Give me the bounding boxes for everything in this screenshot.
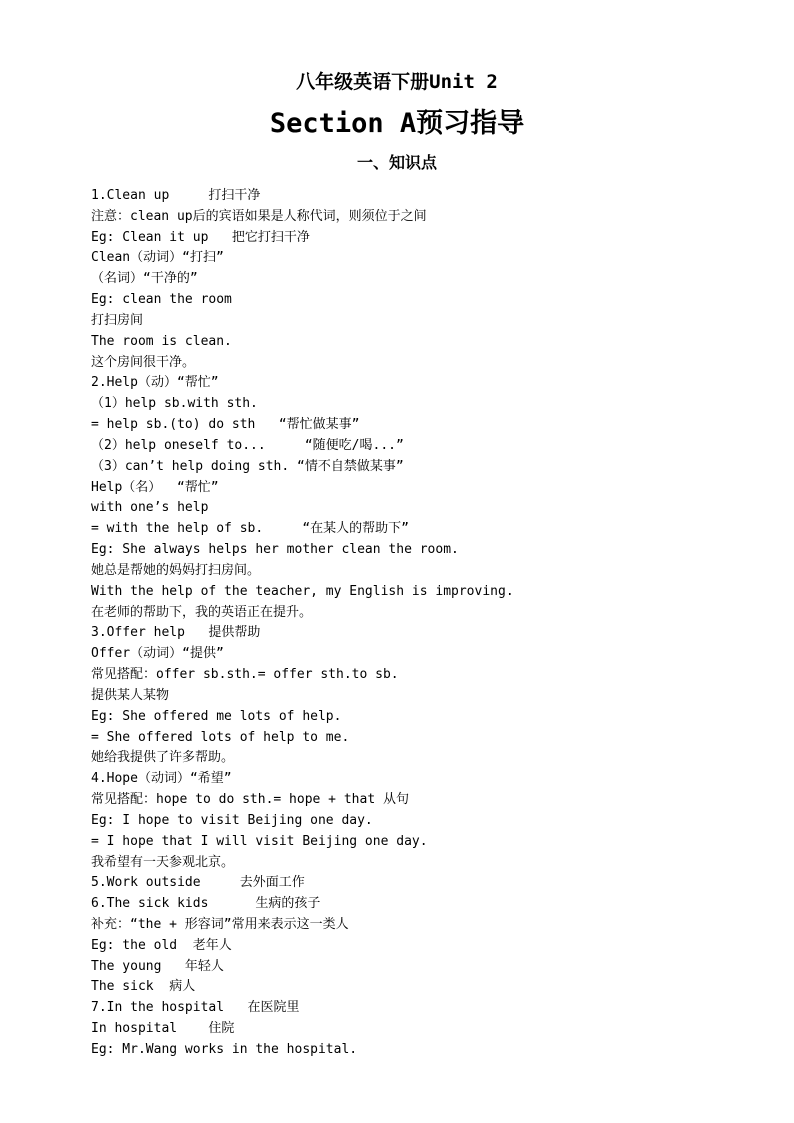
line-item: Eg: the old 老年人: [91, 937, 232, 953]
line-item: 6.The sick kids 生病的孩子: [91, 896, 321, 912]
line-item: 这个房间很干净。: [91, 354, 196, 370]
line-item: 5.Work outside 去外面工作: [91, 875, 305, 891]
line-item: with one’s help: [91, 500, 209, 516]
line-item: Eg: I hope to visit Beijing one day.: [91, 812, 373, 828]
line-item: In hospital 住院: [91, 1021, 235, 1037]
line-item: Eg: She always helps her mother clean the room.: [91, 542, 459, 558]
line-item: The sick 病人: [91, 979, 196, 995]
line-item: （名词）“干净的”: [91, 271, 198, 287]
section-heading: 一、知识点: [356, 153, 437, 172]
line-item: Eg: Clean it up 把它打扫干净: [91, 229, 310, 245]
line-item: With the help of the teacher, my English is improving.: [91, 583, 514, 599]
line-item: Clean（动词）“打扫”: [91, 250, 224, 266]
line-item: 注意：clean up后的宾语如果是人称代词，则须位于之间: [91, 208, 427, 224]
line-item: 提供某人某物: [91, 687, 170, 703]
line-item: 3.Offer help 提供帮助: [91, 625, 261, 641]
line-item: 2.Help（动）“帮忙”: [91, 375, 219, 391]
line-item: 打扫房间: [91, 312, 144, 328]
line-item: The young 年轻人: [91, 958, 224, 974]
knowledge-points-list: [91, 186, 751, 1061]
line-item: = She offered lots of help to me.: [91, 729, 350, 745]
line-item: = I hope that I will visit Beijing one day.: [91, 833, 428, 849]
line-item: 补充：“the + 形容词”常用来表示这一类人: [91, 916, 349, 932]
line-item: 常见搭配：offer sb.sth.= offer sth.to sb.: [91, 667, 399, 683]
line-item: （3）can’t help doing sth. “情不自禁做某事”: [91, 458, 404, 474]
line-item: 她总是帮她的妈妈打扫房间。: [91, 562, 261, 578]
line-item: （1）help sb.with sth.: [91, 396, 258, 412]
line-item: Help（名） “帮忙”: [91, 479, 219, 495]
line-item: 1.Clean up 打扫干净: [91, 188, 261, 203]
line-item: 我希望有一天参观北京。: [91, 854, 235, 870]
line-item: = with the help of sb. “在某人的帮助下”: [91, 521, 409, 537]
line-item: Eg: clean the room: [91, 292, 232, 308]
section-title: Section A预习指导: [269, 108, 525, 139]
line-item: Eg: Mr.Wang works in the hospital.: [91, 1041, 358, 1057]
line-item: The room is clean.: [91, 333, 232, 349]
line-item: 她给我提供了许多帮助。: [91, 750, 235, 766]
line-item: 在老师的帮助下，我的英语正在提升。: [91, 604, 313, 620]
document-title: 八年级英语下册Unit 2: [296, 71, 498, 93]
line-item: （2）help oneself to... “随便吃/喝...”: [91, 437, 404, 453]
line-item: Offer（动词）“提供”: [91, 646, 224, 662]
line-item: Eg: She offered me lots of help.: [91, 708, 342, 724]
line-item: 常见搭配：hope to do sth.= hope + that 从句: [91, 792, 409, 808]
line-item: 4.Hope（动词）“希望”: [91, 771, 232, 787]
line-item: 7.In the hospital 在医院里: [91, 1000, 300, 1016]
line-item: = help sb.(to) do sth “帮忙做某事”: [91, 417, 360, 433]
